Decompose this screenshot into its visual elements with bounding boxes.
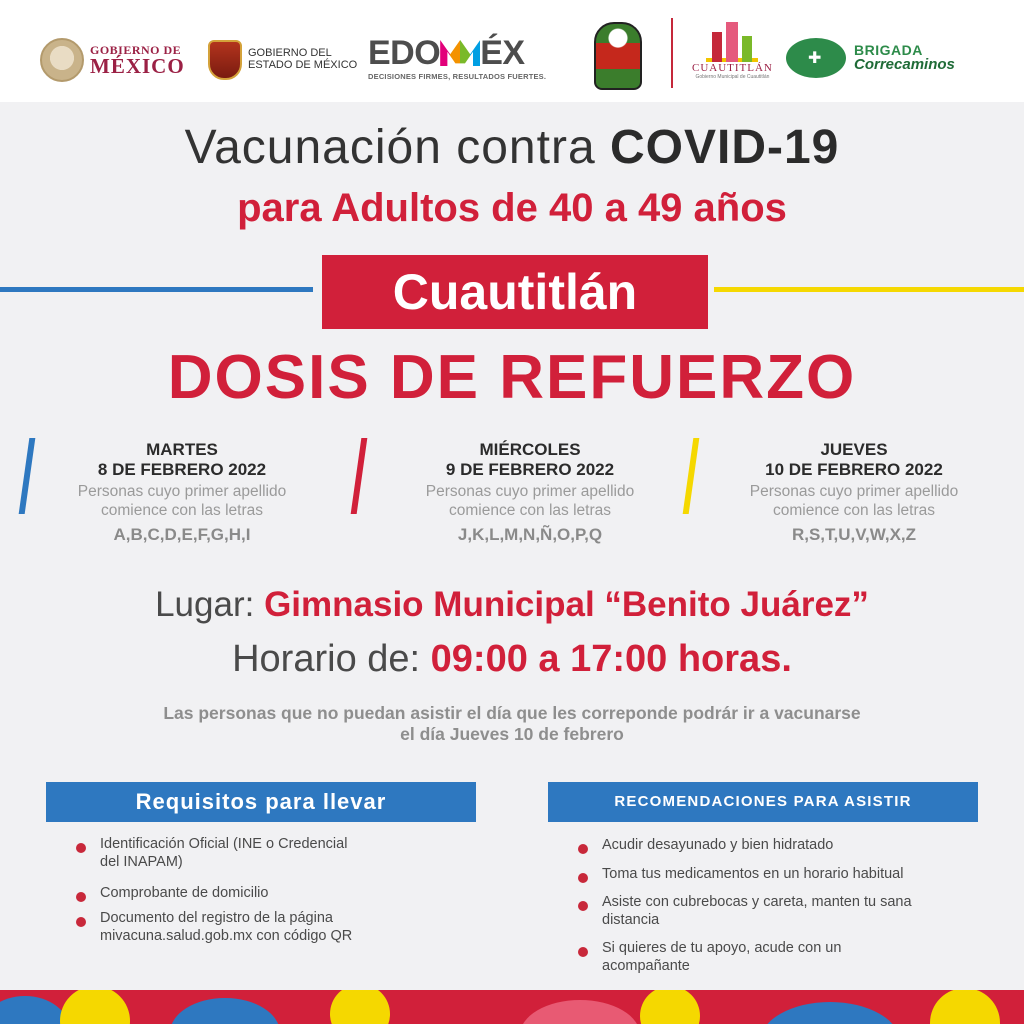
dose-title: DOSIS DE REFUERZO xyxy=(167,343,857,412)
time-line xyxy=(0,638,1024,681)
title-prefix: Vacunación contra xyxy=(184,121,596,174)
decor-stripe-blue xyxy=(0,287,313,292)
logo-brigada-correcaminos xyxy=(786,38,955,78)
gobierno-estado-line2: ESTADO DE MÉXICO xyxy=(248,59,358,71)
schedule-day-1 xyxy=(32,440,332,547)
requirements-header: Requisitos para llevar xyxy=(46,782,476,822)
item-line2: mivacuna.salud.gob.mx con código QR xyxy=(100,928,353,944)
day-accent-bar-2 xyxy=(351,438,368,514)
requirements-list xyxy=(74,835,434,945)
decor-bottom-band xyxy=(0,990,1024,1024)
item-line1: Identificación Oficial (INE o Credencial xyxy=(100,836,348,852)
list-item xyxy=(576,939,996,975)
place-line xyxy=(0,585,1024,625)
gobierno-estado-line1: GOBIERNO DEL xyxy=(248,47,332,60)
header-logos-bar xyxy=(0,0,1024,102)
gobierno-mexico-line2: MÉXICO xyxy=(90,53,185,78)
edomex-post: ÉX xyxy=(480,34,525,72)
item-line1: Asiste con cubrebocas y careta, manten tu sana xyxy=(602,894,912,910)
mascot-icon xyxy=(594,22,642,90)
item-line1: Documento del registro de la página xyxy=(100,910,333,926)
header-divider xyxy=(671,18,673,88)
item-line2: del INAPAM) xyxy=(100,854,183,870)
item-line2: acompañante xyxy=(602,958,690,974)
item-line1: Acudir desayunado y bien hidratado xyxy=(602,837,834,853)
edomex-tagline: DECISIONES FIRMES, RESULTADOS FUERTES. xyxy=(368,72,547,81)
logo-cuautitlan xyxy=(692,18,773,80)
day-date: 10 DE FEBRERO 2022 xyxy=(765,460,943,479)
day-accent-bar-3 xyxy=(683,438,700,514)
day-desc-line1: Personas cuyo primer apellido xyxy=(749,483,959,500)
time-label: Horario de: xyxy=(232,638,421,680)
day-date: 9 DE FEBRERO 2022 xyxy=(445,460,615,479)
item-line1: Toma tus medicamentos en un horario habitual xyxy=(602,866,904,882)
day-desc-line2: comience con las letras xyxy=(101,502,263,519)
day-letters: R,S,T,U,V,W,X,Z xyxy=(791,525,917,544)
cuautitlan-church-icon xyxy=(706,18,758,62)
list-item xyxy=(576,836,996,854)
day-desc-line2: comience con las letras xyxy=(773,502,935,519)
logo-gobierno-mexico xyxy=(40,38,185,82)
brigada-line1: BRIGADA xyxy=(854,41,923,58)
day-date: 8 DE FEBRERO 2022 xyxy=(97,460,267,479)
list-item xyxy=(74,835,434,871)
list-item xyxy=(74,884,434,902)
item-line1: Comprobante de domicilio xyxy=(100,885,269,901)
brigada-line2: Correcaminos xyxy=(854,56,955,74)
cuautitlan-logo-name: CUAUTITLÁN xyxy=(692,62,773,74)
schedule-day-2 xyxy=(380,440,680,547)
day-desc-line1: Personas cuyo primer apellido xyxy=(77,483,287,500)
recommendations-header: RECOMENDACIONES PARA ASISTIR xyxy=(548,782,978,822)
day-name: MIÉRCOLES xyxy=(479,440,581,459)
day-name: MARTES xyxy=(146,440,218,459)
list-item xyxy=(576,893,996,929)
mexico-seal-icon xyxy=(40,38,84,82)
logo-mascot xyxy=(594,22,642,90)
edomex-shield-icon xyxy=(208,40,242,80)
notice-line1: Las personas que no puedan asistir el día que les correponde podrár ir a vacunarse xyxy=(163,703,861,723)
day-desc-line2: comience con las letras xyxy=(449,502,611,519)
decor-stripe-yellow xyxy=(714,287,1024,292)
day-letters: A,B,C,D,E,F,G,H,I xyxy=(113,525,251,544)
title-disease: COVID-19 xyxy=(609,121,840,174)
logo-gobierno-estado xyxy=(208,40,357,80)
title-audience: para Adultos de 40 a 49 años xyxy=(237,186,787,230)
item-line2: distancia xyxy=(602,912,660,928)
list-item xyxy=(74,909,434,945)
city-banner: Cuautitlán xyxy=(322,255,708,329)
cuautitlan-logo-subtitle: Gobierno Municipal de Cuautitlán xyxy=(695,74,770,80)
logo-edomex xyxy=(368,36,546,81)
edomex-pre: EDO xyxy=(368,34,441,72)
list-item xyxy=(576,865,996,883)
notice-line2: el día Jueves 10 de febrero xyxy=(400,724,624,744)
item-line1: Si quieres de tu apoyo, acude con un xyxy=(602,940,842,956)
schedule-day-3 xyxy=(704,440,1004,547)
time-value: 09:00 a 17:00 horas. xyxy=(430,638,792,680)
title-vacunacion xyxy=(0,120,1024,175)
notice-text xyxy=(40,703,984,745)
day-name: JUEVES xyxy=(820,440,888,459)
place-label: Lugar: xyxy=(155,585,255,624)
day-desc-line1: Personas cuyo primer apellido xyxy=(425,483,635,500)
recommendations-list xyxy=(576,836,996,975)
day-letters: J,K,L,M,N,Ñ,O,P,Q xyxy=(457,525,603,544)
brigada-logo-icon xyxy=(786,38,846,78)
gobierno-mexico-line1: GOBIERNO DE xyxy=(90,42,182,57)
place-value: Gimnasio Municipal “Benito Juárez” xyxy=(264,585,869,624)
edomex-m-icon xyxy=(440,40,480,66)
